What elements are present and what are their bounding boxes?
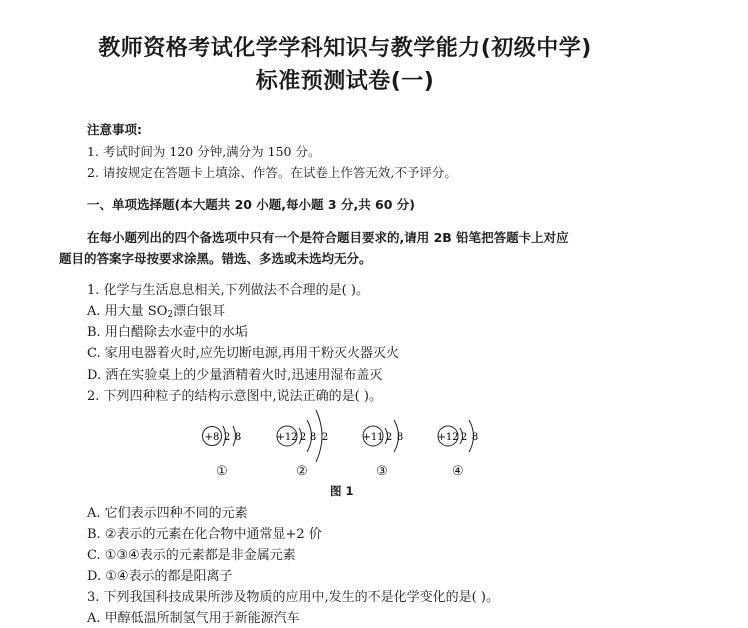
- section1-instructions-2: 题目的答案字母按要求涂黑。错选、多选或未选均无分。: [59, 251, 372, 266]
- particle-1-label: ①: [216, 464, 228, 479]
- page-subtitle: 标准预测试卷(一): [255, 69, 435, 94]
- q1-option-b: B. 用白醋除去水壶中的水垢: [87, 325, 248, 340]
- notes-heading: 注意事项:: [87, 122, 142, 137]
- atom-structure-figure: [0, 404, 748, 484]
- page-title: 教师资格考试化学学科知识与教学能力(初级中学): [98, 36, 592, 61]
- particle-4-diagram: [437, 420, 478, 452]
- particle-2-label: ②: [296, 464, 308, 479]
- section1-instructions-1: 在每小题列出的四个备选项中只有一个是符合题目要求的,请用 2B 铅笔把答题卡上对应: [87, 230, 569, 245]
- particle-1-shell-1: 2: [223, 432, 231, 443]
- particle-4-nucleus: +12: [437, 432, 459, 443]
- particle-1-shell-2: 8: [234, 432, 242, 443]
- particle-2-shell-3: 2: [321, 432, 329, 443]
- particle-3-shell-1: 2: [385, 432, 393, 443]
- particle-2-shell-1: 2: [299, 432, 307, 443]
- q1-option-a: A. 用大量 $SO_2$漂白银耳: [87, 304, 226, 320]
- particle-4-shell-2: 8: [471, 432, 479, 443]
- q1-option-c: C. 家用电器着火时,应先切断电源,再用干粉灭火器灭火: [87, 346, 400, 361]
- q2-option-c: C. ①③④表示的元素都是非金属元素: [87, 548, 296, 563]
- particle-3-shell-2: 8: [396, 432, 404, 443]
- particle-4-label: ④: [452, 464, 464, 479]
- particle-4-shell-1: 2: [460, 432, 468, 443]
- particle-1-diagram: [203, 426, 242, 446]
- q1-stem: 1. 化学与生活息息相关,下列做法不合理的是( )。: [87, 283, 369, 298]
- q2-option-a: A. 它们表示四种不同的元素: [87, 506, 248, 521]
- section1-heading: 一、单项选择题(本大题共 20 小题,每小题 3 分,共 60 分): [87, 197, 416, 212]
- note-item-2: 2. 请按规定在答题卡上填涂、作答。在试卷上作答无效,不予评分。: [87, 165, 457, 180]
- particle-3-diagram: [362, 420, 403, 452]
- q3-option-a: A. 甲醇低温所制氢气用于新能源汽车: [87, 611, 300, 626]
- particle-2-nucleus: +12: [276, 432, 298, 443]
- q2-option-d: D. ①④表示的都是阳离子: [87, 569, 233, 584]
- q3-stem: 3. 下列我国科技成果所涉及物质的应用中,发生的不是化学变化的是( )。: [87, 590, 499, 605]
- particle-1-nucleus: +8: [204, 432, 220, 443]
- q2-stem: 2. 下列四种粒子的结构示意图中,说法正确的是( )。: [87, 389, 382, 404]
- particle-3-nucleus: +11: [362, 432, 384, 443]
- q1-option-d: D. 洒在实验桌上的少量酒精着火时,迅速用湿布盖灭: [87, 368, 383, 383]
- particle-2-diagram: [276, 410, 328, 462]
- note-item-1: 1. 考试时间为 120 分钟,满分为 150 分。: [87, 144, 321, 159]
- figure-caption: 图 1: [330, 484, 354, 498]
- q2-option-b: B. ②表示的元素在化合物中通常显+2 价: [87, 527, 322, 542]
- particle-2-shell-2: 8: [309, 432, 317, 443]
- particle-3-label: ③: [376, 464, 388, 479]
